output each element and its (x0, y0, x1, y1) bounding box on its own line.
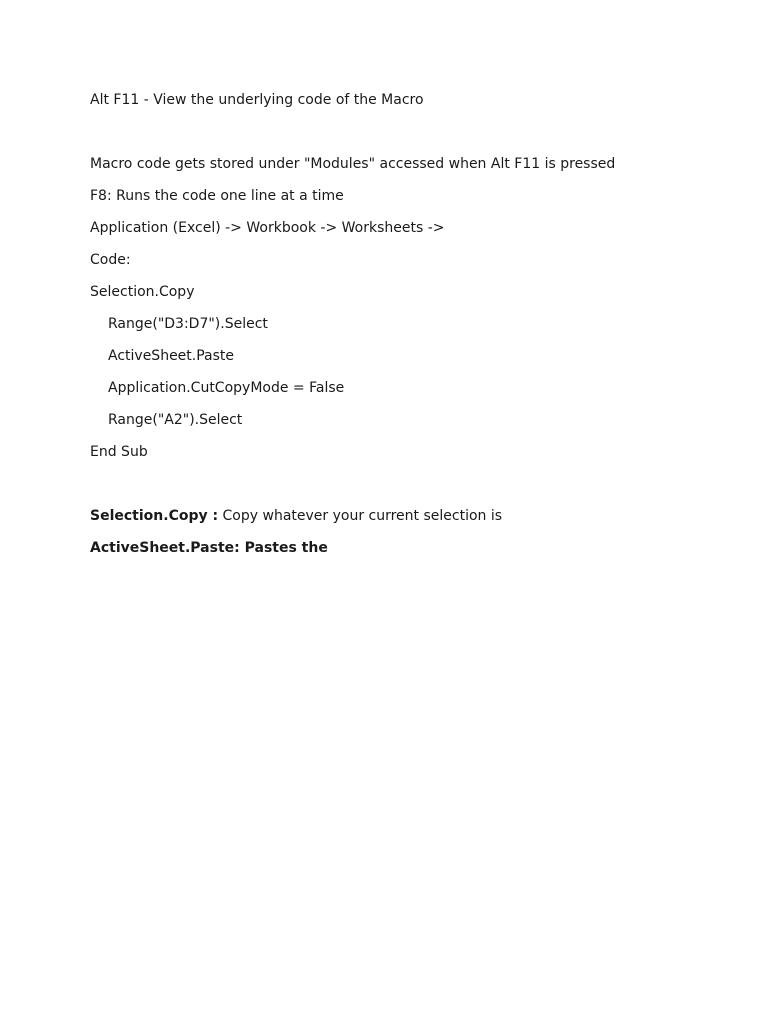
code-line-range-a2: Range("A2").Select (108, 412, 243, 428)
note-selection-copy (90, 507, 502, 525)
text-line-alt-f11: Alt F11 - View the underlying code of the Macro (90, 92, 424, 108)
code-line-end-sub: End Sub (90, 444, 148, 460)
code-line-cutcopymode: Application.CutCopyMode = False (108, 380, 345, 396)
note-activesheet-paste: ActiveSheet.Paste: Pastes the (90, 540, 328, 556)
text-line-hierarchy: Application (Excel) -> Workbook -> Worksheets -> (90, 220, 445, 236)
code-line-activesheet-paste: ActiveSheet.Paste (108, 348, 235, 364)
code-line-range-select: Range("D3:D7").Select (108, 316, 268, 332)
text-line-code-label: Code: (90, 252, 131, 268)
note-term: Selection.Copy : (90, 508, 219, 524)
text-line-modules: Macro code gets stored under "Modules" accessed when Alt F11 is pressed (90, 156, 616, 172)
note-description: Copy whatever your current selection is (218, 508, 503, 524)
code-line-selection-copy: Selection.Copy (90, 284, 195, 300)
text-line-f8: F8: Runs the code one line at a time (90, 188, 344, 204)
